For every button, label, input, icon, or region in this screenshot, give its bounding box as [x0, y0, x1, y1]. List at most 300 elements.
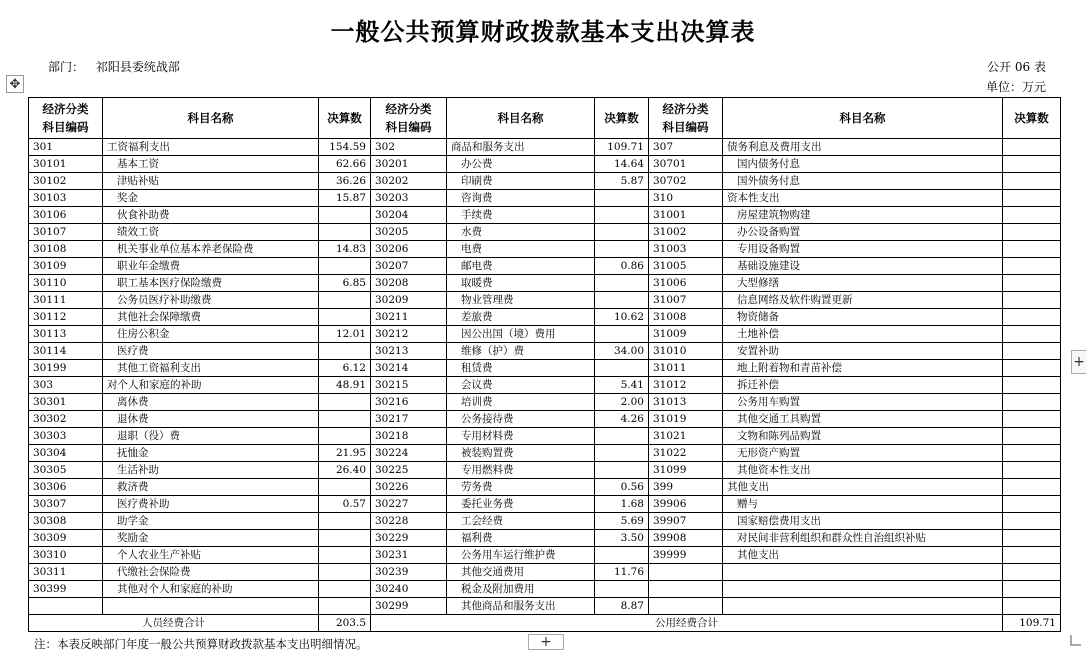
amount-cell [595, 326, 649, 343]
table-row [29, 513, 1061, 530]
subject-name-cell: 对个人和家庭的补助 [103, 377, 319, 394]
subject-name-cell: 专用燃料费 [447, 462, 595, 479]
table-row [29, 445, 1061, 462]
unit-label: 单位：万元 [985, 80, 1046, 94]
econ-code-cell: 30216 [371, 394, 447, 411]
header-amount: 决算数 [1003, 98, 1061, 139]
personnel-total-label: 人员经费合计 [29, 615, 319, 632]
amount-cell [1003, 258, 1061, 275]
amount-cell: 0.56 [595, 479, 649, 496]
econ-code-cell: 31006 [649, 275, 723, 292]
table-note: 注：本表反映部门年度一般公共预算财政拨款基本支出明细情况。 [34, 637, 368, 651]
econ-code-cell: 30702 [649, 173, 723, 190]
amount-cell [1003, 377, 1061, 394]
subject-name-cell: 水费 [447, 224, 595, 241]
amount-cell [319, 292, 371, 309]
subject-name-cell: 离休费 [103, 394, 319, 411]
subject-name-cell: 商品和服务支出 [447, 139, 595, 156]
department-name: 祁阳县委统战部 [95, 60, 180, 74]
econ-code-cell: 31099 [649, 462, 723, 479]
subject-name-cell: 其他资本性支出 [723, 462, 1003, 479]
table-row [29, 156, 1061, 173]
amount-cell: 6.85 [319, 275, 371, 292]
subject-name-cell: 税金及附加费用 [447, 581, 595, 598]
amount-cell [1003, 241, 1061, 258]
subject-name-cell: 拆迁补偿 [723, 377, 1003, 394]
econ-code-cell: 30303 [29, 428, 103, 445]
subject-name-cell: 取暖费 [447, 275, 595, 292]
subject-name-cell [103, 598, 319, 615]
table-row [29, 394, 1061, 411]
subject-name-cell: 资本性支出 [723, 190, 1003, 207]
amount-cell [319, 547, 371, 564]
amount-cell [319, 411, 371, 428]
table-row [29, 547, 1061, 564]
subject-name-cell: 工资福利支出 [103, 139, 319, 156]
econ-code-cell: 30102 [29, 173, 103, 190]
econ-code-cell: 31019 [649, 411, 723, 428]
amount-cell [1003, 462, 1061, 479]
amount-cell [1003, 428, 1061, 445]
amount-cell [319, 343, 371, 360]
econ-code-cell: 30112 [29, 309, 103, 326]
econ-code-cell: 30311 [29, 564, 103, 581]
amount-cell: 5.87 [595, 173, 649, 190]
amount-cell: 14.64 [595, 156, 649, 173]
amount-cell: 0.86 [595, 258, 649, 275]
amount-cell: 0.57 [319, 496, 371, 513]
amount-cell: 2.00 [595, 394, 649, 411]
subject-name-cell: 房屋建筑物购建 [723, 207, 1003, 224]
subject-name-cell: 公务用车运行维护费 [447, 547, 595, 564]
amount-cell [319, 224, 371, 241]
amount-cell: 109.71 [595, 139, 649, 156]
table-row [29, 207, 1061, 224]
econ-code-cell [649, 564, 723, 581]
econ-code-cell: 30299 [371, 598, 447, 615]
subject-name-cell: 邮电费 [447, 258, 595, 275]
econ-code-cell [649, 581, 723, 598]
subject-name-cell: 公务接待费 [447, 411, 595, 428]
subject-name-cell: 其他交通工具购置 [723, 411, 1003, 428]
table-row [29, 360, 1061, 377]
subject-name-cell: 其他交通费用 [447, 564, 595, 581]
subject-name-cell: 土地补偿 [723, 326, 1003, 343]
public-total-label: 公用经费合计 [371, 615, 1003, 632]
econ-code-cell: 30302 [29, 411, 103, 428]
amount-cell: 36.26 [319, 173, 371, 190]
subject-name-cell: 津贴补贴 [103, 173, 319, 190]
table-row [29, 428, 1061, 445]
econ-code-cell: 31002 [649, 224, 723, 241]
department-line [48, 58, 180, 75]
econ-code-cell: 30201 [371, 156, 447, 173]
econ-code-cell: 31007 [649, 292, 723, 309]
econ-code-cell: 399 [649, 479, 723, 496]
subject-name-cell: 其他商品和服务支出 [447, 598, 595, 615]
amount-cell: 11.76 [595, 564, 649, 581]
amount-cell [595, 292, 649, 309]
table-row [29, 309, 1061, 326]
subject-name-cell: 福利费 [447, 530, 595, 547]
subject-name-cell: 赠与 [723, 496, 1003, 513]
amount-cell [595, 581, 649, 598]
expenditure-table [28, 97, 1061, 632]
econ-code-cell: 30231 [371, 547, 447, 564]
table-row [29, 292, 1061, 309]
econ-code-cell: 30199 [29, 360, 103, 377]
econ-code-cell: 31021 [649, 428, 723, 445]
subject-name-cell: 咨询费 [447, 190, 595, 207]
subject-name-cell: 差旅费 [447, 309, 595, 326]
table-row [29, 224, 1061, 241]
subject-name-cell: 退职（役）费 [103, 428, 319, 445]
amount-cell [319, 564, 371, 581]
econ-code-cell: 31009 [649, 326, 723, 343]
table-row [29, 496, 1061, 513]
econ-code-cell: 30206 [371, 241, 447, 258]
econ-code-cell: 301 [29, 139, 103, 156]
subject-name-cell: 委托业务费 [447, 496, 595, 513]
econ-code-cell: 30211 [371, 309, 447, 326]
econ-code-cell: 30228 [371, 513, 447, 530]
amount-cell [595, 207, 649, 224]
econ-code-cell: 31012 [649, 377, 723, 394]
page-title: 一般公共预算财政拨款基本支出决算表 [330, 17, 756, 46]
amount-cell [1003, 343, 1061, 360]
table-row [29, 139, 1061, 156]
amount-cell: 5.69 [595, 513, 649, 530]
subject-name-cell: 生活补助 [103, 462, 319, 479]
subject-name-cell: 培训费 [447, 394, 595, 411]
header-econ-code: 经济分类 科目编码 [649, 98, 723, 139]
subject-name-cell: 其他支出 [723, 547, 1003, 564]
amount-cell [319, 513, 371, 530]
subject-name-cell: 绩效工资 [103, 224, 319, 241]
amount-cell [1003, 207, 1061, 224]
econ-code-cell: 31001 [649, 207, 723, 224]
subject-name-cell: 伙食补助费 [103, 207, 319, 224]
subject-name-cell [723, 564, 1003, 581]
econ-code-cell: 30308 [29, 513, 103, 530]
amount-cell: 6.12 [319, 360, 371, 377]
amount-cell [595, 190, 649, 207]
subject-name-cell: 国外债务付息 [723, 173, 1003, 190]
subject-name-cell: 其他支出 [723, 479, 1003, 496]
amount-cell [1003, 190, 1061, 207]
add-row-plus-icon[interactable]: + [528, 634, 564, 650]
public-total-value: 109.71 [1003, 615, 1061, 632]
amount-cell [1003, 139, 1061, 156]
econ-code-cell: 30205 [371, 224, 447, 241]
econ-code-cell: 30207 [371, 258, 447, 275]
econ-code-cell: 30239 [371, 564, 447, 581]
subject-name-cell: 公务用车购置 [723, 394, 1003, 411]
amount-cell [319, 258, 371, 275]
subject-name-cell: 住房公积金 [103, 326, 319, 343]
personnel-total-value: 203.5 [319, 615, 371, 632]
amount-cell [319, 479, 371, 496]
subject-name-cell: 退休费 [103, 411, 319, 428]
subject-name-cell: 手续费 [447, 207, 595, 224]
amount-cell: 34.00 [595, 343, 649, 360]
econ-code-cell: 30108 [29, 241, 103, 258]
amount-cell [1003, 547, 1061, 564]
header-subject-name: 科目名称 [723, 98, 1003, 139]
econ-code-cell: 31011 [649, 360, 723, 377]
department-label: 部门： [48, 60, 85, 74]
table-row [29, 241, 1061, 258]
econ-code-cell: 30111 [29, 292, 103, 309]
econ-code-cell: 30109 [29, 258, 103, 275]
subject-name-cell: 因公出国（境）费用 [447, 326, 595, 343]
header-subject-name: 科目名称 [447, 98, 595, 139]
econ-code-cell: 302 [371, 139, 447, 156]
amount-cell [1003, 292, 1061, 309]
resize-corner-icon[interactable] [1070, 634, 1082, 646]
subject-name-cell: 基础设施建设 [723, 258, 1003, 275]
subject-name-cell: 印刷费 [447, 173, 595, 190]
econ-code-cell: 30208 [371, 275, 447, 292]
amount-cell: 8.87 [595, 598, 649, 615]
add-column-plus-icon[interactable]: + [1071, 350, 1086, 374]
subject-name-cell: 信息网络及软件购置更新 [723, 292, 1003, 309]
subject-name-cell: 劳务费 [447, 479, 595, 496]
table-row [29, 343, 1061, 360]
subject-name-cell: 办公费 [447, 156, 595, 173]
amount-cell [595, 462, 649, 479]
amount-cell [1003, 564, 1061, 581]
table-row [29, 190, 1061, 207]
amount-cell [319, 598, 371, 615]
header-econ-code: 经济分类 科目编码 [29, 98, 103, 139]
subject-name-cell: 物资储备 [723, 309, 1003, 326]
amount-cell: 154.59 [319, 139, 371, 156]
amount-cell: 4.26 [595, 411, 649, 428]
amount-cell [1003, 224, 1061, 241]
amount-cell [319, 394, 371, 411]
subject-name-cell: 物业管理费 [447, 292, 595, 309]
econ-code-cell: 31022 [649, 445, 723, 462]
subject-name-cell: 安置补助 [723, 343, 1003, 360]
subject-name-cell: 其他社会保障缴费 [103, 309, 319, 326]
subject-name-cell: 助学金 [103, 513, 319, 530]
amount-cell: 14.83 [319, 241, 371, 258]
econ-code-cell: 303 [29, 377, 103, 394]
econ-code-cell: 30306 [29, 479, 103, 496]
header-amount: 决算数 [319, 98, 371, 139]
subject-name-cell: 专用材料费 [447, 428, 595, 445]
subject-name-cell: 机关事业单位基本养老保险费 [103, 241, 319, 258]
amount-cell [319, 581, 371, 598]
econ-code-cell: 30225 [371, 462, 447, 479]
econ-code-cell: 30218 [371, 428, 447, 445]
table-row [29, 530, 1061, 547]
subject-name-cell: 大型修缮 [723, 275, 1003, 292]
amount-cell [1003, 156, 1061, 173]
subject-name-cell: 文物和陈列品购置 [723, 428, 1003, 445]
amount-cell: 3.50 [595, 530, 649, 547]
subject-name-cell: 公务员医疗补助缴费 [103, 292, 319, 309]
table-row [29, 581, 1061, 598]
amount-cell [1003, 581, 1061, 598]
subject-name-cell: 个人农业生产补贴 [103, 547, 319, 564]
subject-name-cell: 职业年金缴费 [103, 258, 319, 275]
econ-code-cell: 30215 [371, 377, 447, 394]
subject-name-cell [723, 581, 1003, 598]
econ-code-cell: 30107 [29, 224, 103, 241]
amount-cell [319, 530, 371, 547]
econ-code-cell: 30203 [371, 190, 447, 207]
amount-cell [319, 309, 371, 326]
econ-code-cell: 30202 [371, 173, 447, 190]
subject-name-cell: 被装购置费 [447, 445, 595, 462]
amount-cell: 48.91 [319, 377, 371, 394]
amount-cell: 1.68 [595, 496, 649, 513]
amount-cell [595, 360, 649, 377]
econ-code-cell: 30212 [371, 326, 447, 343]
econ-code-cell: 30101 [29, 156, 103, 173]
table-row [29, 258, 1061, 275]
subject-name-cell: 地上附着物和青苗补偿 [723, 360, 1003, 377]
econ-code-cell: 30307 [29, 496, 103, 513]
amount-cell [595, 547, 649, 564]
amount-cell [595, 445, 649, 462]
amount-cell [1003, 479, 1061, 496]
econ-code-cell: 30226 [371, 479, 447, 496]
subject-name-cell: 电费 [447, 241, 595, 258]
subject-name-cell: 医疗费补助 [103, 496, 319, 513]
amount-cell: 12.01 [319, 326, 371, 343]
table-row [29, 564, 1061, 581]
econ-code-cell: 30204 [371, 207, 447, 224]
econ-code-cell: 31010 [649, 343, 723, 360]
econ-code-cell: 30213 [371, 343, 447, 360]
econ-code-cell: 30310 [29, 547, 103, 564]
econ-code-cell: 30114 [29, 343, 103, 360]
totals-row [29, 615, 1061, 632]
amount-cell [1003, 173, 1061, 190]
amount-cell [1003, 326, 1061, 343]
table-row [29, 411, 1061, 428]
econ-code-cell: 31013 [649, 394, 723, 411]
amount-cell [1003, 598, 1061, 615]
subject-name-cell: 维修（护）费 [447, 343, 595, 360]
table-row [29, 598, 1061, 615]
amount-cell [1003, 309, 1061, 326]
subject-name-cell: 租赁费 [447, 360, 595, 377]
amount-cell [595, 428, 649, 445]
econ-code-cell: 30229 [371, 530, 447, 547]
amount-cell [319, 207, 371, 224]
amount-cell: 5.41 [595, 377, 649, 394]
table-row [29, 173, 1061, 190]
amount-cell [1003, 445, 1061, 462]
econ-code-cell: 30224 [371, 445, 447, 462]
econ-code-cell: 30305 [29, 462, 103, 479]
subject-name-cell: 救济费 [103, 479, 319, 496]
header-amount: 决算数 [595, 98, 649, 139]
amount-cell [1003, 411, 1061, 428]
econ-code-cell: 30110 [29, 275, 103, 292]
amount-cell [595, 241, 649, 258]
amount-cell [319, 428, 371, 445]
table-row [29, 377, 1061, 394]
table-row [29, 462, 1061, 479]
econ-code-cell: 39907 [649, 513, 723, 530]
subject-name-cell: 国家赔偿费用支出 [723, 513, 1003, 530]
econ-code-cell: 39906 [649, 496, 723, 513]
table-row [29, 326, 1061, 343]
amount-cell: 62.66 [319, 156, 371, 173]
header-econ-code: 经济分类 科目编码 [371, 98, 447, 139]
subject-name-cell: 其他对个人和家庭的补助 [103, 581, 319, 598]
subject-name-cell: 会议费 [447, 377, 595, 394]
econ-code-cell: 31008 [649, 309, 723, 326]
subject-name-cell: 国内债务付息 [723, 156, 1003, 173]
econ-code-cell: 31003 [649, 241, 723, 258]
subject-name-cell [723, 598, 1003, 615]
table-row [29, 479, 1061, 496]
subject-name-cell: 医疗费 [103, 343, 319, 360]
subject-name-cell: 工会经费 [447, 513, 595, 530]
econ-code-cell: 30227 [371, 496, 447, 513]
table-header-row [29, 98, 1061, 139]
subject-name-cell: 专用设备购置 [723, 241, 1003, 258]
subject-name-cell: 基本工资 [103, 156, 319, 173]
amount-cell: 15.87 [319, 190, 371, 207]
econ-code-cell: 31005 [649, 258, 723, 275]
amount-cell [595, 275, 649, 292]
econ-code-cell: 30217 [371, 411, 447, 428]
econ-code-cell: 310 [649, 190, 723, 207]
subject-name-cell: 对民间非营利组织和群众性自治组织补贴 [723, 530, 1003, 547]
econ-code-cell: 30701 [649, 156, 723, 173]
subject-name-cell: 职工基本医疗保险缴费 [103, 275, 319, 292]
amount-cell [1003, 496, 1061, 513]
subject-name-cell: 办公设备购置 [723, 224, 1003, 241]
amount-cell [1003, 394, 1061, 411]
move-table-icon[interactable]: ✥ [6, 75, 24, 93]
econ-code-cell: 30106 [29, 207, 103, 224]
subject-name-cell: 无形资产购置 [723, 445, 1003, 462]
subject-name-cell: 代缴社会保险费 [103, 564, 319, 581]
econ-code-cell: 30113 [29, 326, 103, 343]
amount-cell [595, 224, 649, 241]
econ-code-cell [29, 598, 103, 615]
amount-cell [1003, 360, 1061, 377]
econ-code-cell [649, 598, 723, 615]
amount-cell: 26.40 [319, 462, 371, 479]
amount-cell [1003, 513, 1061, 530]
amount-cell: 10.62 [595, 309, 649, 326]
econ-code-cell: 30301 [29, 394, 103, 411]
subject-name-cell: 奖金 [103, 190, 319, 207]
econ-code-cell: 39999 [649, 547, 723, 564]
amount-cell [1003, 530, 1061, 547]
subject-name-cell: 奖励金 [103, 530, 319, 547]
econ-code-cell: 30103 [29, 190, 103, 207]
econ-code-cell: 30209 [371, 292, 447, 309]
amount-cell: 21.95 [319, 445, 371, 462]
header-subject-name: 科目名称 [103, 98, 319, 139]
econ-code-cell: 307 [649, 139, 723, 156]
amount-cell [1003, 275, 1061, 292]
econ-code-cell: 39908 [649, 530, 723, 547]
econ-code-cell: 30399 [29, 581, 103, 598]
subject-name-cell: 债务利息及费用支出 [723, 139, 1003, 156]
econ-code-cell: 30304 [29, 445, 103, 462]
